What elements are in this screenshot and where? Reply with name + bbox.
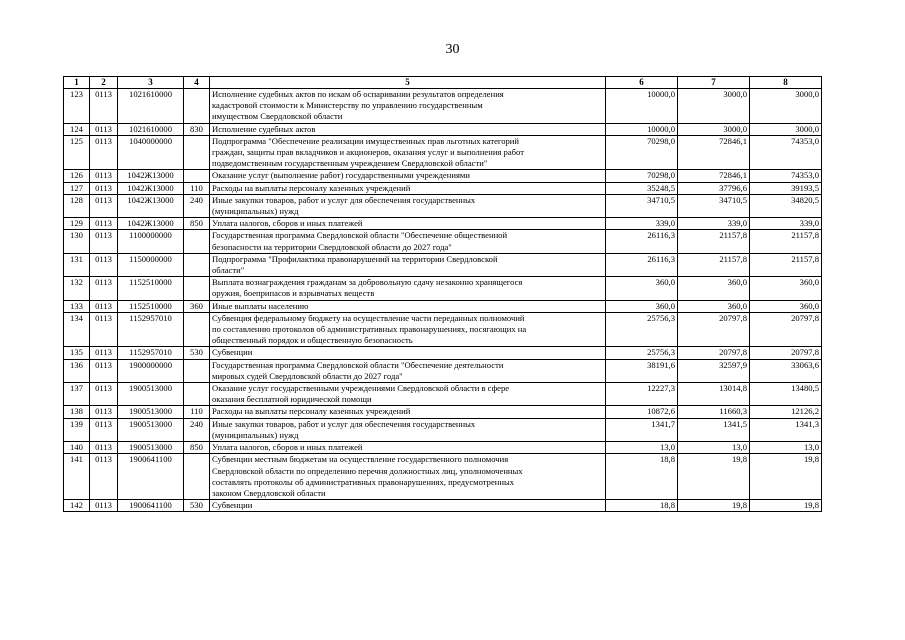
section-code-cell: 0113 [90, 359, 118, 382]
section-code-cell: 0113 [90, 182, 118, 194]
amount-year3-cell: 21157,8 [750, 230, 822, 253]
section-code-cell: 0113 [90, 347, 118, 359]
table-row [64, 170, 822, 182]
amount-year3-cell: 34820,5 [750, 194, 822, 217]
expense-type-cell [184, 135, 210, 170]
description-cell [210, 442, 606, 454]
description-line: законом Свердловской области [212, 487, 326, 498]
amount-year2-cell: 72846,1 [678, 135, 750, 170]
amount-year2-cell: 3000,0 [678, 89, 750, 124]
row-number-cell: 137 [64, 383, 90, 406]
section-code-cell: 0113 [90, 406, 118, 418]
description-line: (муниципальных) нужд [212, 206, 299, 217]
section-code-cell: 0113 [90, 454, 118, 500]
amount-year3-cell: 360,0 [750, 277, 822, 300]
target-article-cell: 1152510000 [118, 300, 184, 312]
col-header-5: 5 [210, 77, 606, 89]
description-line: общественный порядок и общественную безопасность [212, 335, 413, 346]
amount-year2-cell: 32597,9 [678, 359, 750, 382]
description-cell [210, 253, 606, 276]
table-row [64, 300, 822, 312]
target-article-cell: 1152957010 [118, 312, 184, 347]
col-header-4: 4 [184, 77, 210, 89]
expense-type-cell: 360 [184, 300, 210, 312]
description-cell [210, 218, 606, 230]
description-line: Подпрограмма "Обеспечение реализации имущественных прав льготных категорий [212, 135, 519, 146]
amount-year2-cell: 20797,8 [678, 347, 750, 359]
row-number-cell: 124 [64, 123, 90, 135]
target-article-cell: 1021610000 [118, 89, 184, 124]
description-line: Исполнение судебных актов по искам об оспаривании результатов определения [212, 89, 504, 99]
description-cell [210, 347, 606, 359]
target-article-cell: 1021610000 [118, 123, 184, 135]
amount-year3-cell: 13480,5 [750, 383, 822, 406]
amount-year2-cell: 3000,0 [678, 123, 750, 135]
amount-year1-cell: 18,8 [606, 454, 678, 500]
row-number-cell: 141 [64, 454, 90, 500]
table-row [64, 135, 822, 170]
amount-year3-cell: 339,0 [750, 218, 822, 230]
description-cell [210, 194, 606, 217]
description-line: области" [212, 265, 245, 276]
amount-year3-cell: 74353,0 [750, 170, 822, 182]
expense-type-cell [184, 230, 210, 253]
expense-type-cell [184, 170, 210, 182]
amount-year3-cell: 20797,8 [750, 312, 822, 347]
budget-table [63, 76, 822, 512]
amount-year2-cell: 13014,8 [678, 383, 750, 406]
description-line: Субвенция федеральному бюджету на осуществление части переданных полномочий [212, 312, 525, 323]
table-row [64, 454, 822, 500]
amount-year1-cell: 10872,6 [606, 406, 678, 418]
target-article-cell: 1900513000 [118, 418, 184, 441]
section-code-cell: 0113 [90, 230, 118, 253]
target-article-cell: 1900513000 [118, 406, 184, 418]
section-code-cell: 0113 [90, 383, 118, 406]
description-line: Уплата налогов, сборов и иных платежей [212, 218, 363, 229]
amount-year3-cell: 39193,5 [750, 182, 822, 194]
section-code-cell: 0113 [90, 253, 118, 276]
description-line: Подпрограмма "Профилактика правонарушений на территории Свердловской [212, 253, 498, 264]
amount-year3-cell: 12126,2 [750, 406, 822, 418]
description-cell [210, 123, 606, 135]
description-cell [210, 454, 606, 500]
amount-year2-cell: 13,0 [678, 442, 750, 454]
description-cell [210, 300, 606, 312]
row-number-cell: 135 [64, 347, 90, 359]
target-article-cell: 1042Ж13000 [118, 194, 184, 217]
amount-year3-cell: 360,0 [750, 300, 822, 312]
expense-type-cell [184, 383, 210, 406]
section-code-cell: 0113 [90, 312, 118, 347]
amount-year1-cell: 70298,0 [606, 170, 678, 182]
expense-type-cell [184, 359, 210, 382]
description-line: граждан, защиты прав вкладчиков и акционеров, оказания услуг и выполнения работ [212, 147, 524, 158]
amount-year1-cell: 26116,3 [606, 253, 678, 276]
row-number-cell: 132 [64, 277, 90, 300]
target-article-cell: 1042Ж13000 [118, 218, 184, 230]
amount-year1-cell: 360,0 [606, 300, 678, 312]
description-line: Субвенции [212, 347, 253, 358]
target-article-cell: 1900641100 [118, 454, 184, 500]
target-article-cell: 1150000000 [118, 253, 184, 276]
expense-type-cell: 850 [184, 442, 210, 454]
description-line: Иные закупки товаров, работ и услуг для обеспечения государственных [212, 194, 476, 205]
section-code-cell: 0113 [90, 418, 118, 441]
amount-year3-cell: 19,8 [750, 454, 822, 500]
row-number-cell: 130 [64, 230, 90, 253]
target-article-cell: 1152510000 [118, 277, 184, 300]
table-row [64, 123, 822, 135]
table-row [64, 406, 822, 418]
amount-year1-cell: 360,0 [606, 277, 678, 300]
description-cell [210, 182, 606, 194]
amount-year1-cell: 10000,0 [606, 123, 678, 135]
amount-year1-cell: 12227,3 [606, 383, 678, 406]
table-row [64, 442, 822, 454]
amount-year3-cell: 20797,8 [750, 347, 822, 359]
section-code-cell: 0113 [90, 89, 118, 124]
amount-year1-cell: 38191,6 [606, 359, 678, 382]
target-article-cell: 1042Ж13000 [118, 170, 184, 182]
target-article-cell: 1042Ж13000 [118, 182, 184, 194]
expense-type-cell: 110 [184, 406, 210, 418]
expense-type-cell: 530 [184, 347, 210, 359]
description-line: составлять протоколы об административных правонарушениях, предусмотренных [212, 476, 515, 487]
row-number-cell: 131 [64, 253, 90, 276]
col-header-2: 2 [90, 77, 118, 89]
amount-year2-cell: 360,0 [678, 277, 750, 300]
description-line: по составлению протоколов об административных правонарушениях, посягающих на [212, 324, 527, 335]
amount-year1-cell: 339,0 [606, 218, 678, 230]
target-article-cell: 1900513000 [118, 442, 184, 454]
col-header-3: 3 [118, 77, 184, 89]
col-header-1: 1 [64, 77, 90, 89]
amount-year1-cell: 25756,3 [606, 347, 678, 359]
section-code-cell: 0113 [90, 170, 118, 182]
amount-year3-cell: 21157,8 [750, 253, 822, 276]
expense-type-cell: 830 [184, 123, 210, 135]
expense-type-cell: 240 [184, 418, 210, 441]
row-number-cell: 123 [64, 89, 90, 124]
target-article-cell: 1900513000 [118, 383, 184, 406]
table-row [64, 218, 822, 230]
description-cell [210, 89, 606, 124]
amount-year3-cell: 13,0 [750, 442, 822, 454]
target-article-cell: 1900000000 [118, 359, 184, 382]
amount-year1-cell: 34710,5 [606, 194, 678, 217]
amount-year3-cell: 3000,0 [750, 89, 822, 124]
row-number-cell: 138 [64, 406, 90, 418]
table-row [64, 312, 822, 347]
amount-year3-cell: 1341,3 [750, 418, 822, 441]
description-line: Оказание услуг государственными учреждениями Свердловской области в сфере [212, 383, 510, 394]
amount-year1-cell: 13,0 [606, 442, 678, 454]
row-number-cell: 133 [64, 300, 90, 312]
amount-year1-cell: 35248,5 [606, 182, 678, 194]
expense-type-cell: 240 [184, 194, 210, 217]
col-header-8: 8 [750, 77, 822, 89]
description-cell [210, 135, 606, 170]
amount-year2-cell: 360,0 [678, 300, 750, 312]
description-cell [210, 383, 606, 406]
amount-year3-cell: 74353,0 [750, 135, 822, 170]
description-line: безопасности на территории Свердловской области до 2027 года" [212, 241, 452, 252]
row-number-cell: 128 [64, 194, 90, 217]
description-line: Иные закупки товаров, работ и услуг для обеспечения государственных [212, 418, 476, 429]
section-code-cell: 0113 [90, 442, 118, 454]
description-line: Расходы на выплаты персоналу казенных учреждений [212, 182, 411, 193]
expense-type-cell: 530 [184, 500, 210, 512]
expense-type-cell [184, 253, 210, 276]
description-line: имуществом Свердловской области [212, 111, 343, 122]
description-line: Выплата вознаграждения гражданам за добровольную сдачу незаконно хранящегося [212, 277, 523, 288]
description-cell [210, 359, 606, 382]
table-row [64, 383, 822, 406]
amount-year2-cell: 72846,1 [678, 170, 750, 182]
section-code-cell: 0113 [90, 500, 118, 512]
description-cell [210, 230, 606, 253]
amount-year2-cell: 37796,6 [678, 182, 750, 194]
table-row [64, 230, 822, 253]
row-number-cell: 134 [64, 312, 90, 347]
table-row [64, 347, 822, 359]
description-line: Расходы на выплаты персоналу казенных учреждений [212, 406, 411, 417]
description-cell [210, 418, 606, 441]
row-number-cell: 136 [64, 359, 90, 382]
amount-year1-cell: 10000,0 [606, 89, 678, 124]
amount-year3-cell: 19,8 [750, 500, 822, 512]
amount-year2-cell: 11660,3 [678, 406, 750, 418]
row-number-cell: 139 [64, 418, 90, 441]
section-code-cell: 0113 [90, 300, 118, 312]
table-row [64, 182, 822, 194]
expense-type-cell [184, 454, 210, 500]
description-line: Иные выплаты населению [212, 300, 309, 311]
table-row [64, 194, 822, 217]
section-code-cell: 0113 [90, 194, 118, 217]
description-line: Субвенции местным бюджетам на осуществление государственного полномочия [212, 454, 509, 465]
amount-year2-cell: 21157,8 [678, 253, 750, 276]
amount-year2-cell: 1341,5 [678, 418, 750, 441]
target-article-cell: 1900641100 [118, 500, 184, 512]
description-cell [210, 500, 606, 512]
table-row [64, 418, 822, 441]
table-header-row [64, 77, 822, 89]
description-cell [210, 312, 606, 347]
amount-year2-cell: 21157,8 [678, 230, 750, 253]
expense-type-cell [184, 277, 210, 300]
expense-type-cell: 110 [184, 182, 210, 194]
amount-year1-cell: 18,8 [606, 500, 678, 512]
table-row [64, 253, 822, 276]
page-number: 30 [445, 42, 460, 57]
row-number-cell: 142 [64, 500, 90, 512]
description-line: (муниципальных) нужд [212, 429, 299, 440]
description-line: Исполнение судебных актов [212, 123, 316, 134]
description-line: Уплата налогов, сборов и иных платежей [212, 442, 363, 453]
description-line: Оказание услуг (выполнение работ) государственными учреждениями [212, 170, 470, 181]
description-cell [210, 170, 606, 182]
amount-year1-cell: 1341,7 [606, 418, 678, 441]
row-number-cell: 127 [64, 182, 90, 194]
target-article-cell: 1100000000 [118, 230, 184, 253]
expense-type-cell [184, 89, 210, 124]
amount-year3-cell: 33063,6 [750, 359, 822, 382]
col-header-6: 6 [606, 77, 678, 89]
description-line: Государственная программа Свердловской области "Обеспечение общественной [212, 230, 508, 241]
target-article-cell: 1152957010 [118, 347, 184, 359]
expense-type-cell: 850 [184, 218, 210, 230]
description-line: Свердловской области по определению перечня должностных лиц, уполномоченных [212, 465, 523, 476]
expense-type-cell [184, 312, 210, 347]
amount-year3-cell: 3000,0 [750, 123, 822, 135]
section-code-cell: 0113 [90, 123, 118, 135]
section-code-cell: 0113 [90, 277, 118, 300]
col-header-7: 7 [678, 77, 750, 89]
description-line: подведомственным государственным учреждением Свердловской области" [212, 158, 488, 169]
table-row [64, 500, 822, 512]
row-number-cell: 126 [64, 170, 90, 182]
target-article-cell: 1040000000 [118, 135, 184, 170]
row-number-cell: 129 [64, 218, 90, 230]
table-row [64, 89, 822, 124]
description-cell [210, 277, 606, 300]
table-row [64, 277, 822, 300]
description-line: мировых судей Свердловской области до 2027 года" [212, 370, 403, 381]
description-line: Субвенции [212, 500, 253, 511]
description-cell [210, 406, 606, 418]
description-line: кадастровой стоимости к Министерству по управлению государственным [212, 100, 483, 111]
description-line: Государственная программа Свердловской области "Обеспечение деятельности [212, 359, 504, 370]
section-code-cell: 0113 [90, 218, 118, 230]
row-number-cell: 140 [64, 442, 90, 454]
description-line: оружия, боеприпасов и взрывчатых веществ [212, 288, 375, 299]
amount-year1-cell: 26116,3 [606, 230, 678, 253]
amount-year1-cell: 25756,3 [606, 312, 678, 347]
table-body [64, 89, 822, 512]
row-number-cell: 125 [64, 135, 90, 170]
amount-year2-cell: 19,8 [678, 500, 750, 512]
amount-year1-cell: 70298,0 [606, 135, 678, 170]
section-code-cell: 0113 [90, 135, 118, 170]
table-row [64, 359, 822, 382]
amount-year2-cell: 34710,5 [678, 194, 750, 217]
amount-year2-cell: 339,0 [678, 218, 750, 230]
description-line: оказания бесплатной юридической помощи [212, 394, 372, 405]
amount-year2-cell: 20797,8 [678, 312, 750, 347]
amount-year2-cell: 19,8 [678, 454, 750, 500]
